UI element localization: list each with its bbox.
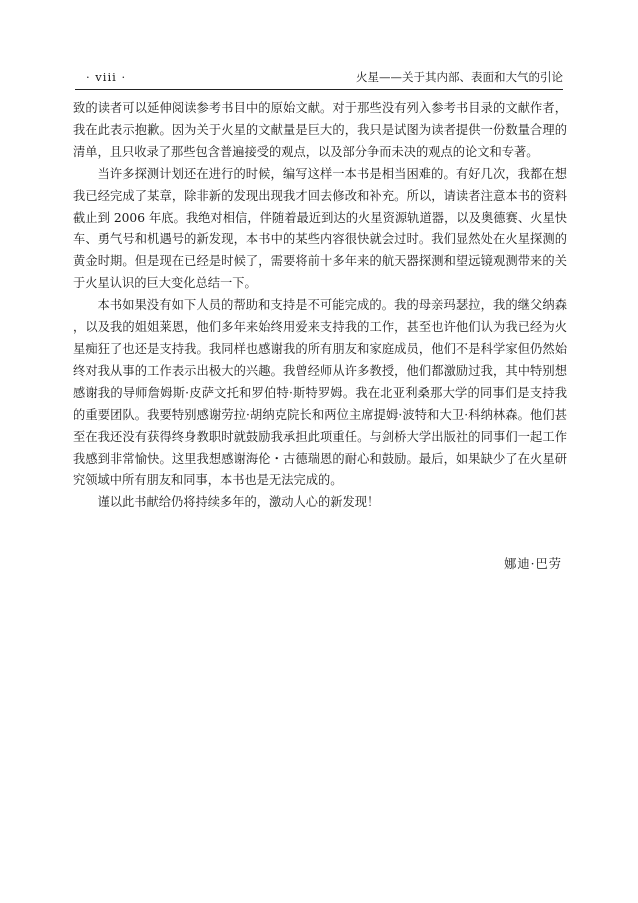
running-header	[86, 68, 563, 86]
paragraph-deadline: 当许多探测计划还在进行的时候，编写这样一本书是相当困难的。有好几次，我都在想我已经完成了某章，除非新的发现出现我才回去修改和补充。所以，请读者注意本书的资料截止到 2006 年底。我绝对相信，伴随着最近到达的火星资源轨道器，以及奥德赛、火星快车、勇气号和机遇号的新发现，本书中的某些内容很快就会过时。我们显然处在火星探测的黄金时期。但是现在已经是时候了，需要将前十多年来的航天器探测和望远镜观测带来的关于火星认识的巨大变化总结一下。	[73, 166, 567, 291]
paragraph-continuation: 致的读者可以延伸阅读参考书目中的原始文献。对于那些没有列入参考书目录的文献作者，我在此表示抱歉。因为关于火星的文献量是巨大的，我只是试图为读者提供一份数量合理的清单，且只收录了那些包含普遍接受的观点，以及部分争而未决的观点的论文和专著。	[73, 101, 567, 159]
running-title: 火星——关于其内部、表面和大气的引论	[356, 70, 563, 84]
paragraph-acknowledgments: 本书如果没有如下人员的帮助和支持是不可能完成的。我的母亲玛瑟拉，我的继父纳森，以及我的姐姐莱恩，他们多年来始终用爱来支持我的工作，甚至也许他们认为我已经为火星痴狂了也还是支持我。我同样也感谢我的所有朋友和家庭成员，他们不是科学家但仍然始终对我从事的工作表示出极大的兴趣。我曾经师从许多教授，他们都激励过我，其中特别想感谢我的导师詹姆斯·皮萨文托和罗伯特·斯特罗姆。我在北亚利桑那大学的同事们是支持我的重要团队。我要特别感谢劳拉·胡纳克院长和两位主席提姆·波特和大卫·科纳林森。他们甚至在我还没有获得终身教职时就鼓励我承担此项重任。与剑桥大学出版社的同事们一起工作我感到非常愉快。这里我想感谢海伦・古德瑞恩的耐心和鼓励。最后，如果缺少了在火星研究领域中所有朋友和同事，本书也是无法完成的。	[73, 298, 567, 488]
paragraph-dedication: 谨以此书献给仍将持续多年的，激动人心的新发现！	[97, 495, 380, 510]
page-number: · viii ·	[86, 70, 127, 84]
author-signature: 娜迪·巴劳	[504, 557, 562, 571]
body-text	[73, 98, 567, 514]
header-rule	[75, 89, 563, 90]
